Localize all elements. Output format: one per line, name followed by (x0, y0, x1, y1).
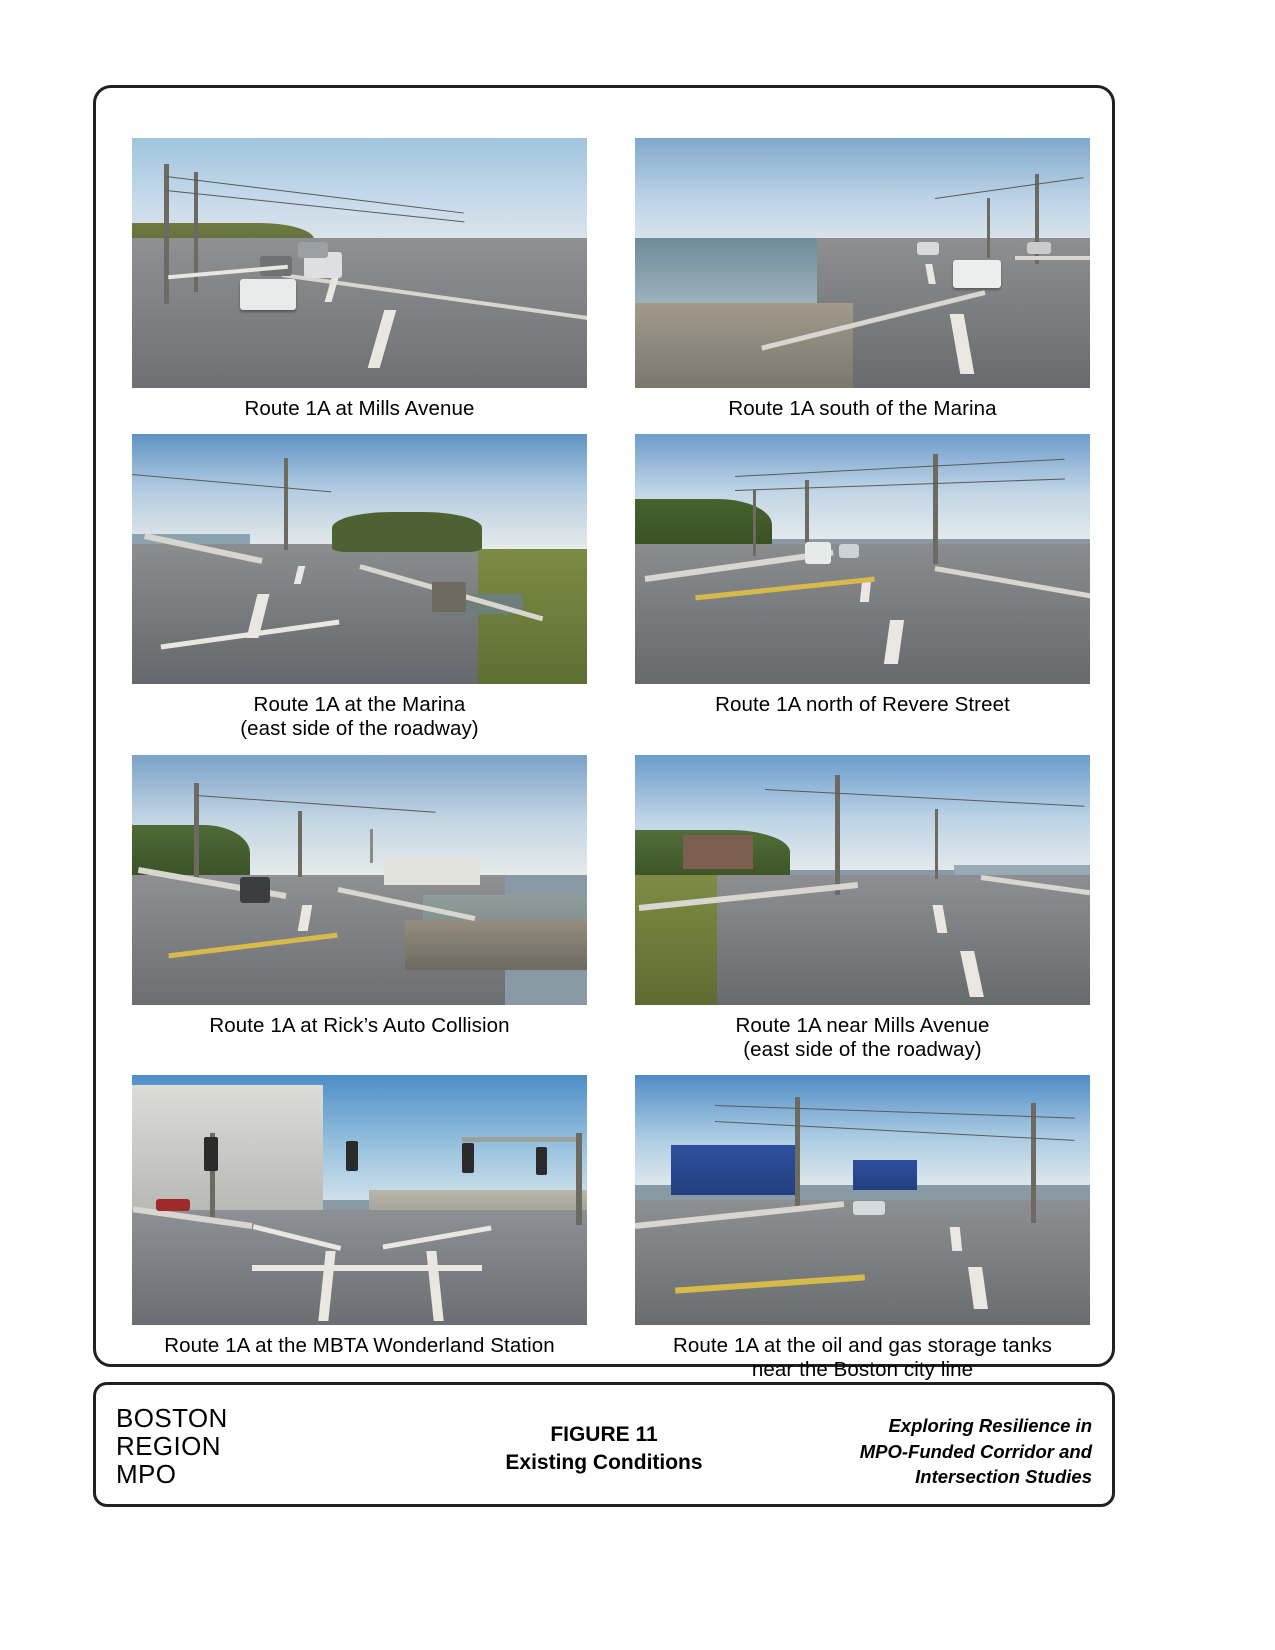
document-title: Exploring Resilience in MPO-Funded Corridor and Intersection Studies (859, 1415, 1092, 1488)
signal-pole (576, 1133, 582, 1225)
lane-marking (933, 905, 948, 933)
power-line (715, 1105, 1075, 1119)
photo-caption: Route 1A at the oil and gas storage tanks near the Boston city line (672, 1333, 1053, 1382)
photo-cell (635, 755, 1090, 1062)
figure-number: FIGURE 11 (550, 1423, 658, 1446)
traffic-signal-head (346, 1141, 358, 1171)
lane-marking (426, 1251, 443, 1321)
lane-marking (675, 1274, 865, 1293)
guardrail (981, 875, 1090, 895)
photo-route1a-mbta-wonderland-station (132, 1075, 587, 1325)
photo-row (132, 434, 1090, 741)
power-line (735, 459, 1065, 477)
photo-caption: Route 1A south of the Marina (728, 397, 997, 420)
utility-pole (284, 458, 288, 550)
utility-pole (298, 811, 302, 877)
photo-row (132, 138, 1090, 421)
vehicle (240, 877, 270, 903)
power-line (196, 795, 435, 813)
utility-pole (795, 1097, 800, 1207)
guardrail (133, 1206, 253, 1229)
traffic-signal-head (536, 1147, 547, 1175)
lane-marking (382, 1225, 491, 1249)
photo-cell (635, 138, 1090, 421)
lane-marking (318, 1251, 335, 1321)
power-line (935, 177, 1084, 199)
lane-marking (960, 951, 984, 997)
photo-details (635, 755, 1090, 1005)
crane (370, 829, 373, 863)
photo-details (635, 434, 1090, 684)
photo-details (132, 755, 587, 1005)
guardrail (144, 533, 263, 564)
power-line (765, 789, 1085, 807)
lane-marking (884, 620, 904, 664)
lane-marking (168, 932, 337, 958)
photo-cell (132, 755, 587, 1062)
lane-marking (253, 1224, 342, 1251)
lane-marking (860, 580, 871, 602)
traffic-signal-head (462, 1143, 474, 1173)
photo-cell (635, 1075, 1090, 1382)
lane-marking (294, 566, 305, 584)
photo-route1a-oil-gas-storage-tanks (635, 1075, 1090, 1325)
lane-marking (925, 264, 936, 284)
building (683, 835, 753, 869)
guardrail (1015, 256, 1090, 260)
photo-details (132, 434, 587, 684)
photo-cell (132, 434, 587, 741)
photo-row (132, 1075, 1090, 1382)
photo-route1a-ricks-auto-collision (132, 755, 587, 1005)
crosswalk-marking (252, 1265, 482, 1271)
photo-route1a-north-of-revere-street (635, 434, 1090, 684)
vehicle (298, 242, 328, 258)
traffic-signal-head (204, 1137, 218, 1171)
figure-footer (93, 1382, 1115, 1507)
utility-pole (987, 198, 990, 258)
photo-caption: Route 1A at the Marina (east side of the roadway) (240, 693, 479, 741)
photo-caption: Route 1A at the MBTA Wonderland Station (164, 1333, 555, 1357)
photo-grid (132, 138, 1090, 1395)
power-line (715, 1121, 1075, 1141)
tree-cluster (332, 512, 482, 552)
utility-pole (1031, 1103, 1036, 1223)
building (384, 857, 480, 885)
power-line (132, 474, 331, 492)
lane-marking (368, 310, 397, 368)
vehicle (156, 1199, 190, 1211)
vehicle (917, 242, 939, 255)
photo-route1a-mills-avenue (132, 138, 587, 388)
guardrail (639, 882, 858, 911)
photo-route1a-near-mills-avenue (635, 755, 1090, 1005)
photo-details (132, 1075, 587, 1325)
photo-details (635, 138, 1090, 388)
guardrail (935, 566, 1090, 599)
vehicle (953, 260, 1001, 288)
photo-cell (132, 1075, 587, 1382)
figure-title: Existing Conditions (505, 1451, 703, 1475)
figure-panel (93, 85, 1115, 1382)
lane-marking (298, 905, 313, 931)
vehicle (805, 542, 831, 564)
lane-marking (950, 314, 975, 374)
power-line (735, 479, 1065, 492)
photo-caption: Route 1A at Rick’s Auto Collision (209, 1013, 510, 1037)
photo-details (132, 138, 587, 388)
photo-route1a-south-of-marina (635, 138, 1090, 388)
utility-pole (935, 809, 938, 879)
utility-box (432, 582, 466, 612)
guardrail (337, 887, 475, 921)
lane-marking (950, 1227, 963, 1251)
utility-pole (194, 783, 199, 879)
photo-caption: Route 1A at Mills Avenue (244, 397, 475, 420)
photo-details (635, 1075, 1090, 1325)
photo-caption: Route 1A near Mills Avenue (east side of the roadway) (735, 1013, 990, 1061)
photo-cell (635, 434, 1090, 741)
vehicle (240, 279, 296, 310)
utility-pole (753, 490, 756, 556)
photo-row (132, 755, 1090, 1062)
photo-caption: Route 1A north of Revere Street (715, 693, 1010, 717)
mpo-logo-text: BOSTON REGION MPO (116, 1403, 228, 1490)
vehicle (853, 1201, 885, 1215)
vehicle (839, 544, 859, 558)
utility-pole (933, 454, 938, 564)
photo-route1a-at-marina (132, 434, 587, 684)
lane-marking (968, 1267, 988, 1309)
signal-mast-arm (462, 1137, 582, 1142)
lane-marking (695, 577, 875, 601)
vehicle (1027, 242, 1051, 254)
utility-pole (164, 164, 169, 304)
guardrail (635, 1201, 844, 1229)
photo-cell (132, 138, 587, 421)
